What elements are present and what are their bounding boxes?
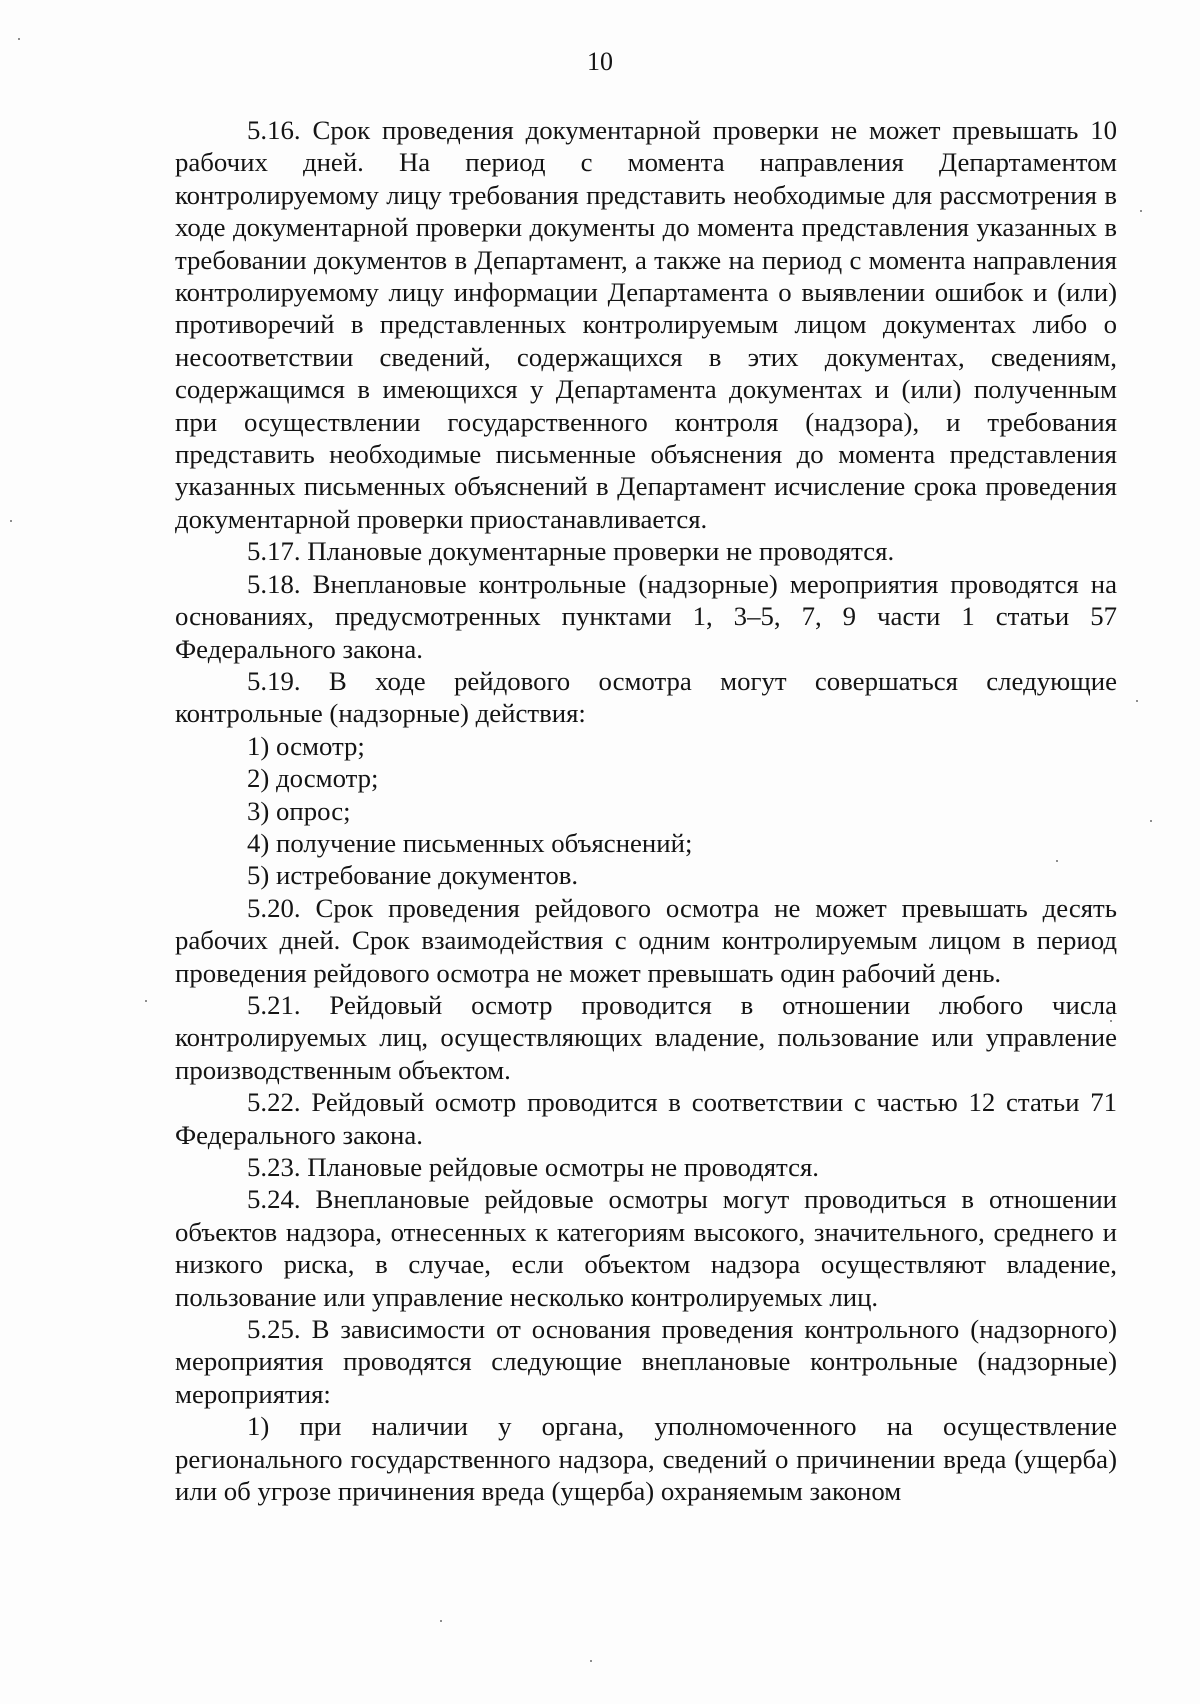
scan-speck xyxy=(440,1620,442,1622)
scan-speck xyxy=(1056,860,1058,862)
scan-speck xyxy=(145,1000,147,1002)
paragraph-5-17: 5.17. Плановые документарные проверки не проводятся. xyxy=(247,536,895,567)
scan-speck xyxy=(1150,820,1152,822)
list-item-inspection: 1) осмотр; xyxy=(247,730,365,761)
scan-speck xyxy=(18,38,20,40)
list-item-document-request: 5) истребование документов. xyxy=(247,860,579,891)
paragraph-5-23: 5.23. Плановые рейдовые осмотры не проводятся. xyxy=(247,1152,819,1182)
scan-speck xyxy=(590,1660,592,1662)
paragraph-5-18: 5.18. Внеплановые контрольные (надзорные) мероприятия проводятся на основаниях, предусмотренных пунктами 1, 3–5, 7, 9 части 1 статьи 57 Федерального закона. xyxy=(175,568,1117,664)
list-item-written-explanations: 4) получение письменных объяснений; xyxy=(247,827,693,858)
scan-speck xyxy=(1140,210,1142,212)
scan-speck xyxy=(10,520,12,522)
scan-speck xyxy=(1110,1020,1112,1022)
scan-speck xyxy=(1136,700,1138,702)
paragraph-5-24: 5.24. Внеплановые рейдовые осмотры могут проводиться в отношении объектов надзора, отнесенных к категориям высокого, значительного, среднего и низкого риска, в случае, если объектом надзора осуществляют владение, пользование или управление несколько контролируемых лиц. xyxy=(175,1184,1117,1312)
document-body xyxy=(175,114,1117,1507)
list-item-search: 2) досмотр; xyxy=(247,763,379,794)
paragraph-5-16: 5.16. Срок проведения документарной проверки не может превышать 10 рабочих дней. На период с момента направления Департаментом контролируемому лицу требования представить необходимые для рассмотрения в ходе документарной проверки документы до момента представления указанных в требовании документов в Департамент, а также на период с момента направления контролируемому лицу информации Департамента о выявлении ошибок и (или) противоречий в представленных контролируемым лицом документах либо о несоответствии сведений, содержащихся в этих документах, сведениям, содержащимся в имеющихся у Департамента документах и (или) полученным при осуществлении государственного контроля (надзора), и требования представить необходимые письменные объяснения до момента представления указанных письменных объяснений в Департамент исчисление срока проведения документарной проверки приостанавливается. xyxy=(175,115,1117,534)
paragraph-5-25-item-1: 1) при наличии у органа, уполномоченного на осуществление регионального государственного надзора, сведений о причинении вреда (ущерба) или об угрозе причинения вреда (ущерба) охраняемым законом xyxy=(175,1411,1117,1507)
list-item-survey: 3) опрос; xyxy=(247,795,351,826)
paragraph-5-22: 5.22. Рейдовый осмотр проводится в соответствии с частью 12 статьи 71 Федерального закона. xyxy=(175,1087,1117,1150)
page-number: 10 xyxy=(587,47,613,76)
paragraph-5-21: 5.21. Рейдовый осмотр проводится в отношении любого числа контролируемых лиц, осуществляющих владение, пользование или управление производственным объектом. xyxy=(175,989,1117,1085)
paragraph-5-20: 5.20. Срок проведения рейдового осмотра не может превышать десять рабочих дней. Срок взаимодействия с одним контролируемым лицом в период проведения рейдового осмотра не может превышать один рабочий день. xyxy=(175,892,1117,988)
paragraph-5-25: 5.25. В зависимости от основания проведения контрольного (надзорного) мероприятия проводятся следующие внеплановые контрольные (надзорные) мероприятия: xyxy=(175,1314,1117,1409)
paragraph-5-19: 5.19. В ходе рейдового осмотра могут совершаться следующие контрольные (надзорные) действия: xyxy=(175,665,1117,729)
